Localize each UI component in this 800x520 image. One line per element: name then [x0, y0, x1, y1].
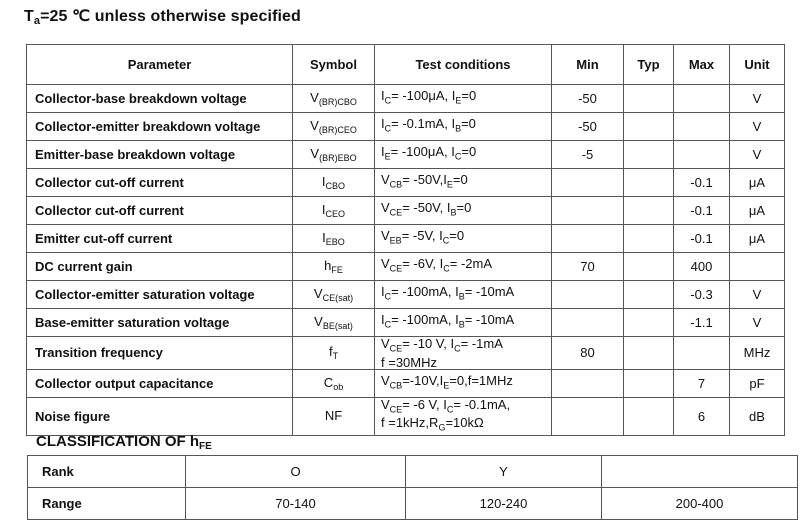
symbol-subscript: T	[332, 351, 339, 362]
column-header: Test conditions	[375, 45, 552, 85]
symbol-main: V	[310, 118, 319, 133]
parameter-cell: Collector cut-off current	[27, 197, 293, 225]
spec-row	[27, 225, 785, 253]
max-cell: -1.1	[674, 309, 730, 337]
typ-cell	[624, 141, 674, 169]
condition-cell	[375, 281, 552, 309]
spec-row	[27, 281, 785, 309]
condition-line: $V_{CB}= -50V,I_E=0$	[381, 172, 468, 190]
spec-table	[26, 44, 785, 436]
range-cell: 70-140	[186, 488, 406, 520]
symbol-cell	[293, 169, 375, 197]
unit-cell: V	[730, 309, 785, 337]
range-cell: 120-240	[406, 488, 602, 520]
spec-row	[27, 141, 785, 169]
parameter-cell: Collector cut-off current	[27, 169, 293, 197]
column-header: Typ	[624, 45, 674, 85]
max-cell	[674, 113, 730, 141]
max-cell	[674, 85, 730, 113]
range-cell: 200-400	[602, 488, 798, 520]
parameter-cell: Collector-emitter saturation voltage	[27, 281, 293, 309]
parameter-cell: Base-emitter saturation voltage	[27, 309, 293, 337]
unit-cell: dB	[730, 397, 785, 435]
symbol-main: f	[328, 344, 333, 360]
condition-cell	[375, 309, 552, 337]
unit-cell: μA	[730, 169, 785, 197]
max-cell: -0.3	[674, 281, 730, 309]
rank-label: Rank	[28, 456, 186, 488]
condition-cell	[375, 369, 552, 397]
range-label: Range	[28, 488, 186, 520]
spec-row	[27, 309, 785, 337]
symbol-main: V	[310, 146, 320, 161]
symbol-cell	[293, 253, 375, 281]
spec-row	[27, 253, 785, 281]
min-cell	[552, 397, 624, 435]
column-header: Max	[674, 45, 730, 85]
typ-cell	[624, 253, 674, 281]
spec-row	[27, 85, 785, 113]
unit-cell: pF	[730, 369, 785, 397]
condition-cell	[375, 225, 552, 253]
symbol-main: I	[322, 230, 326, 245]
spec-row	[27, 113, 785, 141]
page-heading	[24, 6, 301, 27]
symbol-cell	[293, 113, 375, 141]
symbol-subscript: EBO	[325, 237, 345, 247]
condition-cell	[375, 85, 552, 113]
condition-line: f =30MHz	[381, 354, 437, 370]
condition-cell	[375, 197, 552, 225]
unit-cell	[730, 253, 785, 281]
spec-body	[27, 85, 785, 436]
classification-title-text: CLASSIFICATION OF h	[36, 433, 200, 450]
min-cell	[552, 169, 624, 197]
rank-cell	[602, 456, 798, 488]
classification-title	[36, 433, 212, 452]
max-cell: -0.1	[674, 169, 730, 197]
min-cell: -50	[552, 85, 624, 113]
spec-row	[27, 369, 785, 397]
symbol-main: V	[314, 314, 323, 329]
typ-cell	[624, 281, 674, 309]
symbol-main: V	[310, 90, 319, 105]
condition-line: $V_{CE}= -6V$, $I_C= -2mA$	[381, 256, 493, 274]
condition-cell	[375, 113, 552, 141]
unit-cell: V	[730, 85, 785, 113]
column-header: Symbol	[293, 45, 375, 85]
symbol-cell	[293, 197, 375, 225]
heading-subscript: a	[33, 15, 41, 27]
min-cell	[552, 369, 624, 397]
max-cell: 6	[674, 397, 730, 435]
column-header: Parameter	[27, 45, 293, 85]
symbol-subscript: (BR)CBO	[318, 97, 357, 107]
rank-cell: Y	[406, 456, 602, 488]
max-cell: 400	[674, 253, 730, 281]
condition-line: $V_{EB}= -5V$, $I_C=0$	[381, 228, 465, 246]
min-cell	[552, 197, 624, 225]
condition-line: $V_{CE}= -50V$, $I_B=0$	[381, 200, 472, 218]
symbol-subscript: (BR)CEO	[318, 125, 357, 135]
symbol-subscript: FE	[331, 265, 343, 275]
condition-cell	[375, 337, 552, 370]
unit-cell: V	[730, 281, 785, 309]
heading-prefix: T	[24, 8, 34, 25]
parameter-cell: Collector output capacitance	[27, 369, 293, 397]
symbol-main: h	[324, 258, 332, 273]
column-header: Min	[552, 45, 624, 85]
typ-cell	[624, 337, 674, 370]
symbol-subscript: BE(sat)	[322, 321, 353, 331]
symbol-subscript: CBO	[325, 181, 346, 191]
parameter-cell: Emitter cut-off current	[27, 225, 293, 253]
max-cell	[674, 141, 730, 169]
typ-cell	[624, 397, 674, 435]
typ-cell	[624, 309, 674, 337]
symbol-subscript: (BR)EBO	[319, 153, 357, 163]
parameter-cell: Collector-base breakdown voltage	[27, 85, 293, 113]
max-cell	[674, 337, 730, 370]
condition-line: $V_{CB}=-10V,I_E=0,f=1MHz$	[381, 372, 513, 391]
condition-line: $I_C= -0.1mA$, $I_B=0$	[381, 116, 476, 134]
symbol-main: I	[321, 202, 326, 217]
min-cell: 80	[552, 337, 624, 370]
unit-cell: MHz	[730, 337, 785, 370]
spec-row	[27, 169, 785, 197]
rank-cell: O	[186, 456, 406, 488]
typ-cell	[624, 225, 674, 253]
min-cell	[552, 225, 624, 253]
symbol-cell	[293, 281, 375, 309]
symbol-subscript: ob	[333, 381, 344, 392]
min-cell	[552, 281, 624, 309]
symbol-main: C	[323, 374, 334, 390]
symbol-cell	[293, 397, 375, 435]
symbol-cell	[293, 85, 375, 113]
symbol-cell	[293, 337, 375, 370]
unit-cell: μA	[730, 197, 785, 225]
max-cell: -0.1	[674, 197, 730, 225]
max-cell: -0.1	[674, 225, 730, 253]
heading-text: =25 ℃ unless otherwise specified	[40, 8, 301, 25]
condition-line: $V_{CE}= -6$ V, $I_C= -0.1mA$,	[381, 397, 511, 415]
max-cell: 7	[674, 369, 730, 397]
condition-line: $I_C= -100\mu A$, $I_E=0$	[381, 88, 477, 106]
typ-cell	[624, 85, 674, 113]
spec-header-row	[27, 45, 785, 85]
parameter-cell: Collector-emitter breakdown voltage	[27, 113, 293, 141]
rank-row	[28, 456, 798, 488]
symbol-cell	[293, 369, 375, 397]
symbol-cell	[293, 141, 375, 169]
condition-line: $I_C= -100mA$, $I_B= -10mA$	[381, 284, 515, 302]
condition-cell	[375, 141, 552, 169]
typ-cell	[624, 369, 674, 397]
unit-cell: V	[730, 113, 785, 141]
symbol-cell	[293, 309, 375, 337]
unit-cell: μA	[730, 225, 785, 253]
symbol-main: I	[321, 174, 326, 189]
typ-cell	[624, 113, 674, 141]
symbol-main: NF	[324, 407, 343, 423]
symbol-subscript: CEO	[325, 209, 346, 219]
condition-cell	[375, 169, 552, 197]
symbol-subscript: CE(sat)	[322, 293, 354, 303]
column-header: Unit	[730, 45, 785, 85]
condition-cell	[375, 253, 552, 281]
condition-line: $V_{CE}= -10$ V, $I_C= -1mA$	[381, 336, 503, 354]
parameter-cell: DC current gain	[27, 253, 293, 281]
condition-line: $I_E= -100\mu A$, $I_C=0$	[381, 144, 477, 162]
symbol-main: V	[313, 286, 323, 301]
classification-table	[27, 455, 798, 520]
parameter-cell: Transition frequency	[27, 337, 293, 370]
min-cell	[552, 309, 624, 337]
min-cell: 70	[552, 253, 624, 281]
symbol-cell	[293, 225, 375, 253]
min-cell: -50	[552, 113, 624, 141]
condition-cell	[375, 397, 552, 435]
parameter-cell: Noise figure	[27, 397, 293, 435]
spec-row	[27, 397, 785, 435]
typ-cell	[624, 169, 674, 197]
condition-line: $I_C= -100mA$, $I_B= -10mA$	[381, 312, 515, 330]
condition-line: $f =1kHz,R_G=10k\Omega$	[381, 415, 484, 433]
min-cell: -5	[552, 141, 624, 169]
spec-row	[27, 197, 785, 225]
classification-title-subscript: FE	[199, 441, 212, 452]
range-row	[28, 488, 798, 520]
unit-cell: V	[730, 141, 785, 169]
typ-cell	[624, 197, 674, 225]
parameter-cell: Emitter-base breakdown voltage	[27, 141, 293, 169]
spec-row	[27, 337, 785, 370]
